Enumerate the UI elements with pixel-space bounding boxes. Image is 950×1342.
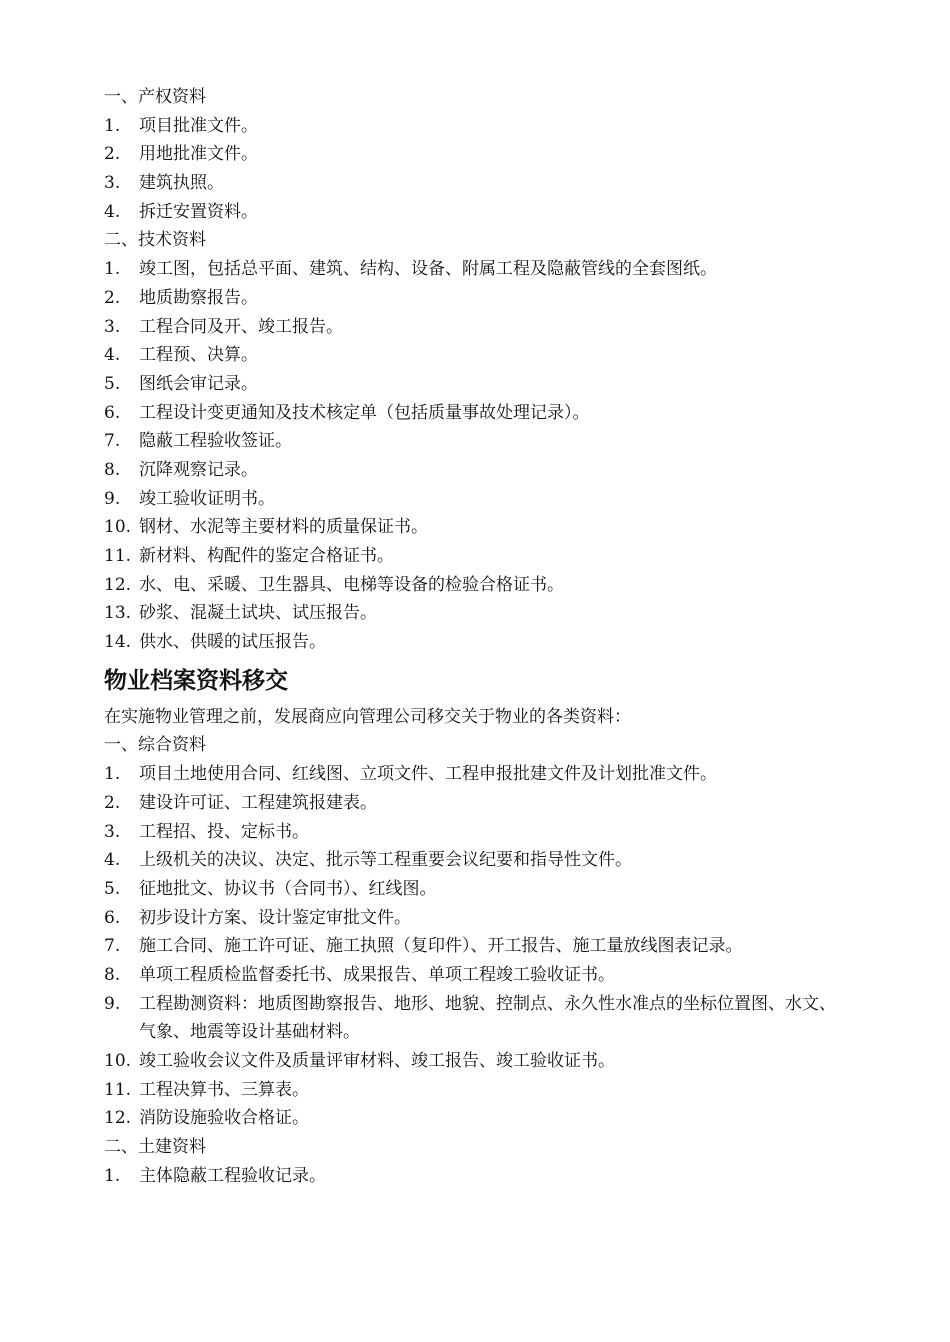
- item-number: 10.: [104, 1051, 132, 1072]
- item-number: 10.: [104, 517, 132, 538]
- item-text: 地质勘察报告。: [139, 287, 258, 308]
- item-text: 工程招、投、定标书。: [139, 821, 309, 842]
- item-text: 竣工验收证明书。: [139, 488, 275, 509]
- item-text: 工程预、决算。: [139, 345, 258, 366]
- item-number: 11.: [104, 1079, 132, 1100]
- list-item: [104, 571, 864, 600]
- item-text: 项目土地使用合同、红线图、立项文件、工程申报批建文件及计划批准文件。: [139, 764, 717, 785]
- list-property-rights: [104, 112, 864, 227]
- item-number: 2.: [104, 287, 121, 308]
- list-item: [104, 1076, 864, 1105]
- item-number: 6.: [104, 402, 121, 423]
- item-number: 14.: [104, 632, 132, 653]
- list-item: [104, 255, 864, 284]
- item-text: 水、电、采暖、卫生器具、电梯等设备的检验合格证书。: [139, 574, 564, 595]
- item-text: 施工合同、施工许可证、施工执照（复印件）、开工报告、施工量放线图表记录。: [139, 936, 743, 957]
- list-item: [104, 313, 864, 342]
- item-number: 1.: [104, 259, 121, 280]
- list-item: [104, 875, 864, 904]
- item-text: 工程勘测资料：地质图勘察报告、地形、地貌、控制点、永久性水准点的坐标位置图、水文、气象、地震等设计基础材料。: [139, 993, 836, 1043]
- item-number: 1.: [104, 115, 121, 136]
- list-item: [104, 456, 864, 485]
- list-item: [104, 341, 864, 370]
- list-technical: [104, 255, 864, 657]
- list-item: [104, 789, 864, 818]
- item-number: 1.: [104, 1165, 121, 1186]
- item-text: 图纸会审记录。: [139, 373, 258, 394]
- list-item: [104, 112, 864, 141]
- item-text: 建筑执照。: [139, 173, 224, 194]
- item-number: 9.: [104, 993, 121, 1014]
- item-text: 单项工程质检监督委托书、成果报告、单项工程竣工验收证书。: [139, 964, 615, 985]
- item-number: 2.: [104, 144, 121, 165]
- item-number: 7.: [104, 431, 121, 452]
- item-text: 工程设计变更通知及技术核定单（包括质量事故处理记录）。: [139, 402, 590, 423]
- item-text: 工程合同及开、竣工报告。: [139, 316, 343, 337]
- group-title-property-rights: 一、产权资料: [104, 87, 206, 107]
- list-item: [104, 169, 864, 198]
- item-text: 砂浆、混凝土试块、试压报告。: [139, 603, 377, 624]
- list-item: [104, 628, 864, 657]
- group-title-technical: 二、技术资料: [104, 230, 206, 251]
- item-text: 上级机关的决议、决定、批示等工程重要会议纪要和指导性文件。: [139, 850, 632, 871]
- item-text: 供水、供暖的试压报告。: [139, 632, 326, 653]
- list-item: [104, 513, 864, 542]
- list-item: [104, 818, 864, 847]
- list-item: [104, 370, 864, 399]
- item-text: 消防设施验收合格证。: [139, 1108, 309, 1129]
- list-item: [104, 961, 864, 990]
- list-item: [104, 140, 864, 169]
- item-text: 隐蔽工程验收签证。: [139, 431, 292, 452]
- item-text: 主体隐蔽工程验收记录。: [139, 1165, 326, 1186]
- list-item: [104, 846, 864, 875]
- list-civil: [104, 1162, 864, 1191]
- item-number: 7.: [104, 936, 121, 957]
- item-text: 新材料、构配件的鉴定合格证书。: [139, 546, 394, 566]
- item-number: 13.: [104, 603, 132, 624]
- list-general: [104, 760, 864, 1133]
- item-number: 11.: [104, 546, 132, 566]
- item-number: 9.: [104, 488, 121, 509]
- item-number: 5.: [104, 373, 121, 394]
- item-number: 1.: [104, 764, 121, 785]
- item-text: 工程决算书、三算表。: [139, 1079, 309, 1100]
- item-number: 3.: [104, 173, 121, 194]
- list-item: [104, 990, 864, 1047]
- item-number: 3.: [104, 821, 121, 842]
- list-item: [104, 399, 864, 428]
- item-number: 3.: [104, 316, 121, 337]
- list-item: [104, 427, 864, 456]
- list-item: [104, 932, 864, 961]
- item-text: 征地批文、协议书（合同书）、红线图。: [139, 878, 437, 899]
- list-item: [104, 198, 864, 227]
- list-item: [104, 1162, 864, 1191]
- item-text: 竣工验收会议文件及质量评审材料、竣工报告、竣工验收证书。: [139, 1051, 615, 1072]
- section-heading: 物业档案资料移交: [104, 667, 288, 694]
- list-item: [104, 1104, 864, 1133]
- item-text: 沉降观察记录。: [139, 459, 258, 480]
- group-title-civil: 二、土建资料: [104, 1137, 206, 1158]
- list-item: [104, 904, 864, 933]
- item-number: 12.: [104, 1108, 132, 1129]
- item-text: 拆迁安置资料。: [139, 201, 258, 222]
- item-number: 8.: [104, 964, 121, 985]
- list-item: [104, 542, 864, 571]
- item-number: 5.: [104, 878, 121, 899]
- item-text: 建设许可证、工程建筑报建表。: [139, 792, 377, 813]
- item-number: 4.: [104, 345, 121, 366]
- item-number: 8.: [104, 459, 121, 480]
- item-text: 竣工图，包括总平面、建筑、结构、设备、附属工程及隐蔽管线的全套图纸。: [139, 259, 717, 280]
- intro-paragraph: 在实施物业管理之前，发展商应向管理公司移交关于物业的各类资料：: [104, 706, 631, 727]
- item-number: 4.: [104, 850, 121, 871]
- item-number: 2.: [104, 792, 121, 813]
- list-item: [104, 760, 864, 789]
- list-item: [104, 599, 864, 628]
- item-text: 用地批准文件。: [139, 144, 258, 165]
- list-item: [104, 284, 864, 313]
- list-item: [104, 1047, 864, 1076]
- group-title-general: 一、综合资料: [104, 735, 206, 756]
- item-text: 钢材、水泥等主要材料的质量保证书。: [139, 517, 428, 538]
- list-item: [104, 485, 864, 514]
- item-number: 12.: [104, 574, 132, 595]
- item-number: 4.: [104, 201, 121, 222]
- item-text: 初步设计方案、设计鉴定审批文件。: [139, 907, 411, 928]
- item-text: 项目批准文件。: [139, 115, 258, 136]
- document-content: [104, 83, 864, 1190]
- item-number: 6.: [104, 907, 121, 928]
